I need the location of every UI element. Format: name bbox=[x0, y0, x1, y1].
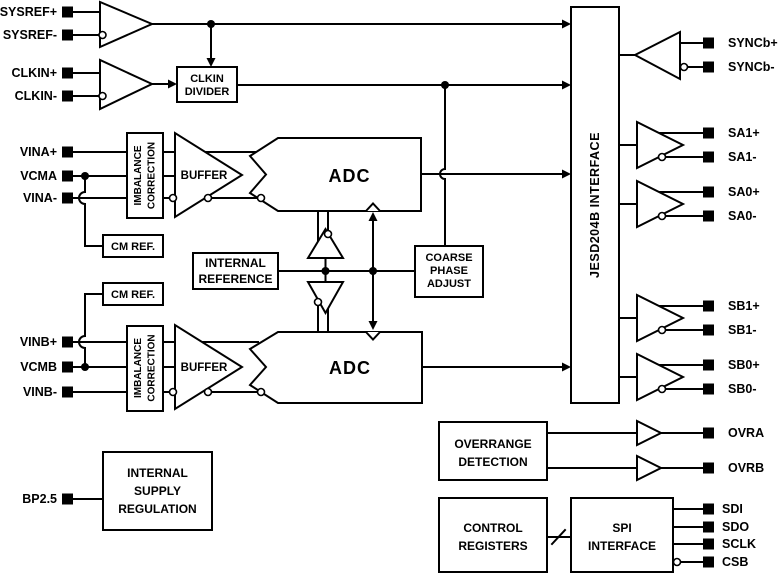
arrowhead bbox=[168, 80, 177, 89]
pin-sysref-plus bbox=[62, 7, 73, 18]
pin-label-bp25: BP2.5 bbox=[22, 492, 57, 506]
pin-vina-plus bbox=[62, 147, 73, 158]
pin-syncb-minus bbox=[703, 62, 714, 73]
pin-label-syncb-plus: SYNCb+ bbox=[728, 36, 778, 50]
arrowhead bbox=[369, 212, 378, 221]
adc-b-label: ADC bbox=[329, 358, 371, 378]
coarse-phase-adjust-label-line2: PHASE bbox=[430, 265, 468, 277]
pin-label-sysref-plus: SYSREF+ bbox=[0, 5, 57, 19]
sa1-output-buffer bbox=[637, 122, 683, 168]
pin-label-sb1-minus: SB1- bbox=[728, 323, 757, 337]
sb1-output-buffer bbox=[637, 295, 683, 341]
pin-vinb-plus bbox=[62, 337, 73, 348]
arrowhead bbox=[562, 20, 571, 29]
pin-label-csb: CSB bbox=[722, 555, 749, 569]
pin-csb bbox=[703, 557, 714, 568]
block-spi-interface bbox=[571, 498, 673, 572]
pin-label-vcma: VCMA bbox=[20, 169, 57, 183]
pin-sa1-plus bbox=[703, 128, 714, 139]
overrange-detection-label-line2: DETECTION bbox=[458, 455, 528, 469]
internal-supply-regulation-label-line1: INTERNAL bbox=[127, 466, 188, 480]
imbalance-correction-a-label-line1: IMBALANCE bbox=[133, 145, 144, 206]
pin-label-sa1-minus: SA1- bbox=[728, 150, 757, 164]
inverter-bubble bbox=[258, 195, 265, 202]
junction-dot bbox=[441, 81, 449, 89]
inverter-bubble bbox=[659, 154, 666, 161]
spi-interface-label-line1: SPI bbox=[612, 521, 632, 535]
clock-line-with-hop bbox=[440, 85, 445, 246]
overrange-detection-label-line1: OVERRANGE bbox=[454, 437, 532, 451]
junction-dot bbox=[81, 363, 89, 371]
internal-supply-regulation-label-line2: SUPPLY bbox=[134, 484, 181, 498]
pin-label-sclk: SCLK bbox=[722, 537, 757, 551]
pin-sb1-plus bbox=[703, 301, 714, 312]
pin-label-vinb-minus: VINB- bbox=[22, 385, 57, 399]
inverter-bubble bbox=[674, 559, 681, 566]
inverter-bubble bbox=[205, 195, 212, 202]
imbalance-correction-b-label-line1: IMBALANCE bbox=[133, 338, 144, 398]
buffer-a-label: BUFFER bbox=[180, 170, 228, 182]
pin-sa0-minus bbox=[703, 211, 714, 222]
inverter-bubble bbox=[170, 389, 177, 396]
clkin-buffer bbox=[100, 60, 152, 109]
pin-ovra bbox=[703, 428, 714, 439]
pin-label-clkin-plus: CLKIN+ bbox=[11, 66, 57, 80]
clkin-divider-label-line2: DIVIDER bbox=[184, 86, 230, 98]
jesd204b-interface-label: JESD204B INTERFACE bbox=[588, 132, 602, 278]
pin-ovrb bbox=[703, 463, 714, 474]
sysref-buffer bbox=[100, 2, 152, 47]
vcmb-to-cmref-with-hop bbox=[79, 294, 103, 367]
pin-sb0-minus bbox=[703, 384, 714, 395]
pin-label-sb0-minus: SB0- bbox=[728, 382, 757, 396]
buffer-b-label: BUFFER bbox=[180, 362, 228, 374]
pin-label-vina-minus: VINA- bbox=[22, 191, 57, 205]
coarse-phase-adjust-label-line1: COARSE bbox=[425, 252, 473, 264]
pin-vcmb bbox=[62, 362, 73, 373]
internal-reference-label-line1: INTERNAL bbox=[205, 256, 266, 270]
pin-sa1-minus bbox=[703, 152, 714, 163]
vcma-to-cmref-with-hop bbox=[79, 176, 103, 246]
pin-clkin-minus bbox=[62, 91, 73, 102]
inverter-bubble bbox=[659, 327, 666, 334]
junction-dot bbox=[207, 20, 215, 28]
junction-dot bbox=[369, 267, 377, 275]
pin-label-sdo: SDO bbox=[722, 520, 750, 534]
clock-buffer-b bbox=[308, 282, 343, 313]
arrowhead bbox=[562, 170, 571, 179]
junction-dot bbox=[81, 172, 89, 180]
pin-label-sb1-plus: SB1+ bbox=[728, 299, 760, 313]
inverter-bubble bbox=[681, 64, 688, 71]
pin-sdo bbox=[703, 522, 714, 533]
pin-vina-minus bbox=[62, 193, 73, 204]
syncb-input-buffer bbox=[635, 32, 680, 79]
imbalance-correction-a-label-line2: CORRECTION bbox=[146, 141, 158, 210]
sa0-output-buffer bbox=[637, 181, 683, 227]
pin-label-ovrb: OVRB bbox=[728, 461, 765, 475]
arrowhead bbox=[369, 321, 378, 330]
inverter-bubble bbox=[659, 213, 666, 220]
pin-label-vina-plus: VINA+ bbox=[19, 145, 57, 159]
block-control-registers bbox=[439, 498, 547, 572]
pin-bp25 bbox=[62, 494, 73, 505]
clkin-divider-label-line1: CLKIN bbox=[190, 73, 224, 85]
pin-label-sa0-plus: SA0+ bbox=[728, 185, 760, 199]
pin-sclk bbox=[703, 539, 714, 550]
pin-sdi bbox=[703, 504, 714, 515]
pin-vcma bbox=[62, 171, 73, 182]
sb0-output-buffer bbox=[637, 354, 683, 400]
pin-label-sdi: SDI bbox=[722, 502, 743, 516]
internal-reference-label-line2: REFERENCE bbox=[198, 272, 273, 286]
arrowhead bbox=[207, 58, 216, 67]
pin-label-ovra: OVRA bbox=[728, 426, 765, 440]
arrowhead bbox=[562, 363, 571, 372]
cm-ref-b-label: CM REF. bbox=[111, 289, 155, 301]
adc-a-label: ADC bbox=[328, 166, 371, 186]
inverter-bubble bbox=[659, 386, 666, 393]
pin-label-sb0-plus: SB0+ bbox=[728, 358, 760, 372]
junction-dot bbox=[322, 267, 330, 275]
pin-label-vcmb: VCMB bbox=[20, 360, 57, 374]
pin-label-clkin-minus: CLKIN- bbox=[14, 89, 57, 103]
pin-syncb-plus bbox=[703, 38, 714, 49]
pin-label-sa0-minus: SA0- bbox=[728, 209, 757, 223]
ovrb-output-buffer bbox=[637, 456, 661, 480]
imbalance-correction-b-label-line2: CORRECTION bbox=[146, 334, 158, 402]
pin-label-vinb-plus: VINB+ bbox=[19, 335, 57, 349]
inverter-bubble bbox=[258, 389, 265, 396]
inverter-bubble bbox=[315, 299, 322, 306]
pin-label-sa1-plus: SA1+ bbox=[728, 126, 760, 140]
control-registers-label-line2: REGISTERS bbox=[458, 539, 528, 553]
inverter-bubble bbox=[99, 32, 106, 39]
pin-sysref-minus bbox=[62, 30, 73, 41]
block-overrange-detection bbox=[439, 422, 547, 480]
inverter-bubble bbox=[325, 231, 332, 238]
cm-ref-a-label: CM REF. bbox=[111, 241, 155, 253]
pin-vinb-minus bbox=[62, 387, 73, 398]
pin-sa0-plus bbox=[703, 187, 714, 198]
inverter-bubble bbox=[205, 389, 212, 396]
pin-clkin-plus bbox=[62, 68, 73, 79]
internal-supply-regulation-label-line3: REGULATION bbox=[118, 502, 197, 516]
inverter-bubble bbox=[170, 195, 177, 202]
arrowhead bbox=[562, 81, 571, 90]
inverter-bubble bbox=[99, 93, 106, 100]
pin-label-syncb-minus: SYNCb- bbox=[728, 60, 775, 74]
spi-interface-label-line2: INTERFACE bbox=[587, 539, 657, 553]
coarse-phase-adjust-label-line3: ADJUST bbox=[426, 278, 472, 290]
pin-label-sysref-minus: SYSREF- bbox=[2, 28, 57, 42]
ovra-output-buffer bbox=[637, 421, 661, 445]
pin-sb1-minus bbox=[703, 325, 714, 336]
pin-sb0-plus bbox=[703, 360, 714, 371]
control-registers-label-line1: CONTROL bbox=[463, 521, 523, 535]
